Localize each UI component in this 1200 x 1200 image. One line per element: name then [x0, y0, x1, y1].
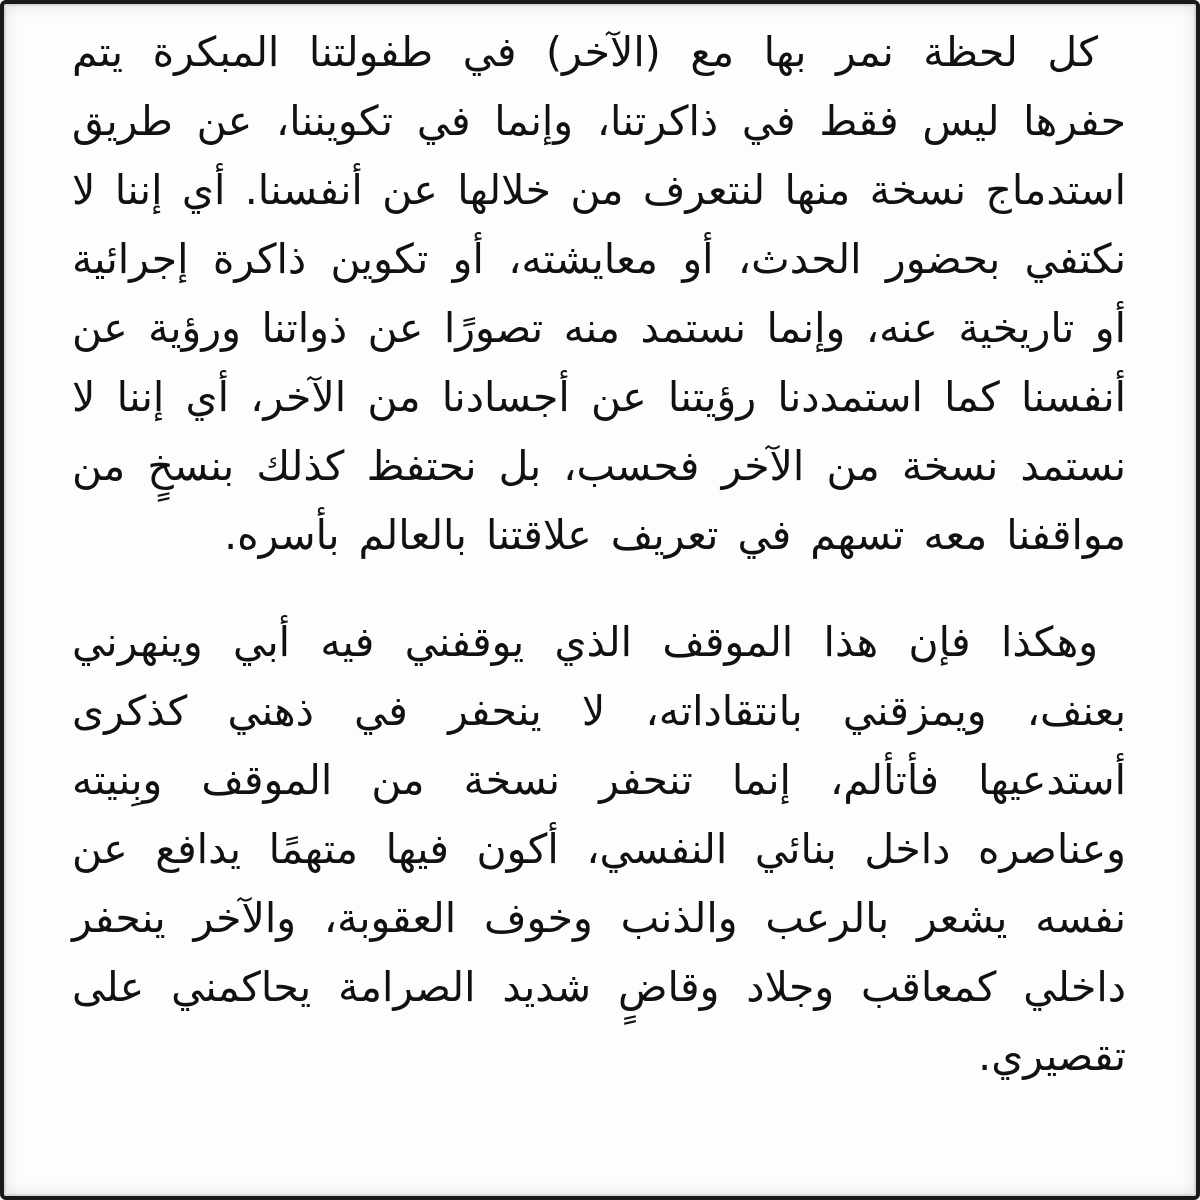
- paragraph-1: كل لحظة نمر بها مع (الآخر) في طفولتنا المبكرة يتم حفرها ليس فقط في ذاكرتنا، وإنما في تكويننا، عن طريق استدماج نسخة منها لنتعرف من خلالها عن أنفسنا. أي إننا لا نكتفي بحضور الحدث، أو معايشته، أو تكوين ذاكرة إجرائية أو تاريخية عنه، وإنما نستمد منه تصورًا عن ذواتنا ورؤية عن أنفسنا كما استمددنا رؤيتنا عن أجسادنا من الآخر، أي إننا لا نستمد نسخة من الآخر فحسب، بل نحتفظ كذلك بنسخٍ من مواقفنا معه تسهم في تعريف علاقتنا بالعالم بأسره.: [72, 28, 1126, 559]
- body-text: [72, 18, 1126, 1091]
- paragraph-2: وهكذا فإن هذا الموقف الذي يوقفني فيه أبي وينهرني بعنف، ويمزقني بانتقاداته، لا ينحفر في ذهني كذكرى أستدعيها فأتألم، إنما تنحفر نسخة من الموقف وبِنيته وعناصره داخل بنائي النفسي، أكون فيها متهمًا يدافع عن نفسه يشعر بالرعب والذنب وخوف العقوبة، والآخر ينحفر داخلي كمعاقب وجلاد وقاضٍ شديد الصرامة يحاكمني على تقصيري.: [72, 618, 1126, 1080]
